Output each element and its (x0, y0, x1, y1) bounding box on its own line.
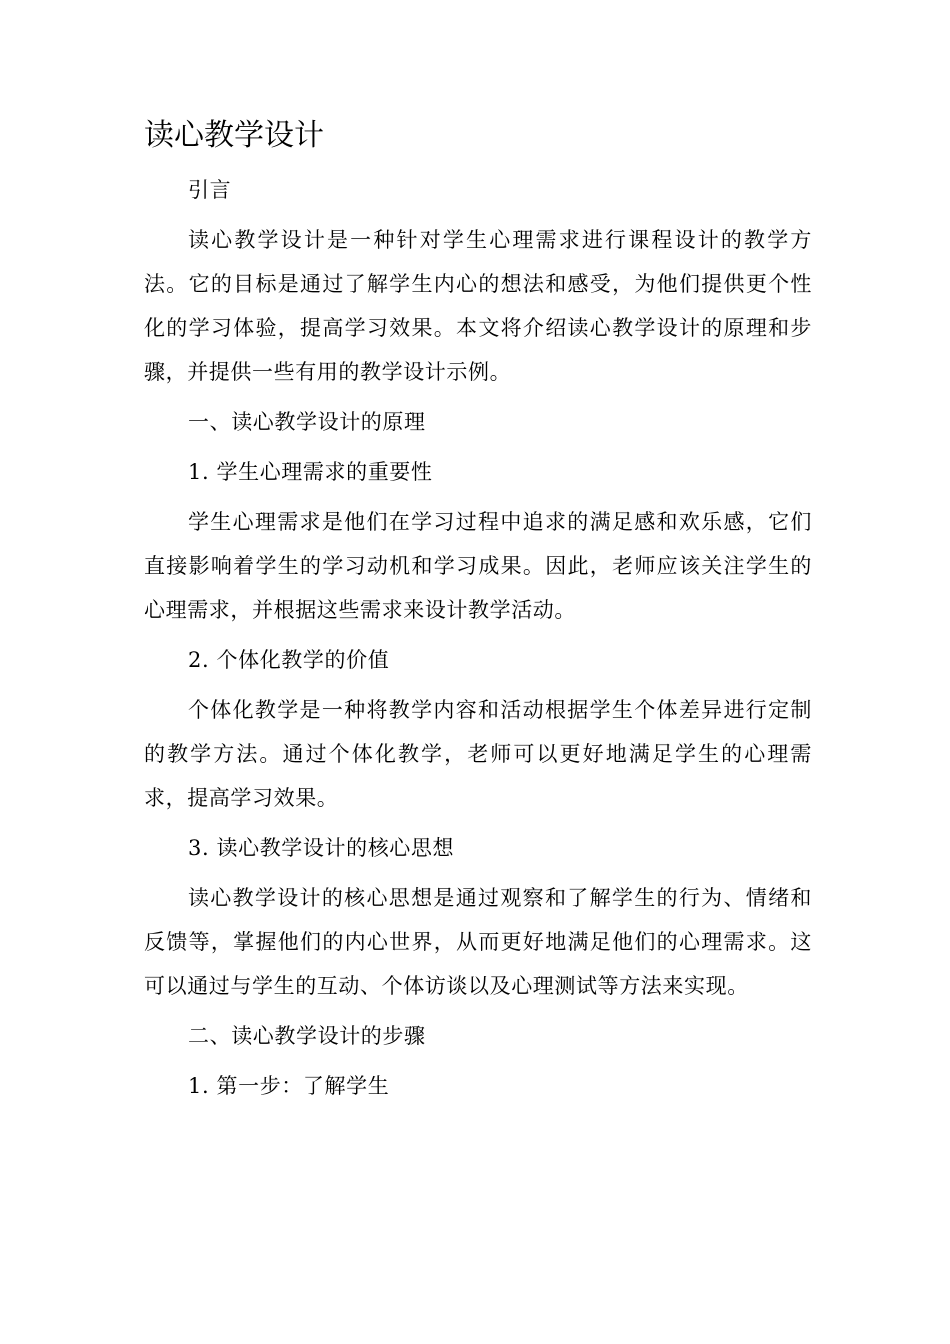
section-heading-steps: 二、读心教学设计的步骤 (188, 1024, 426, 1048)
subheading-step-one: 1. 第一步：了解学生 (188, 1074, 390, 1098)
document-body (144, 110, 812, 1114)
paragraph-individualized-teaching: 个体化教学是一种将教学内容和活动根据学生个体差异进行定制的教学方法。通过个体化教学，老师可以更好地满足学生的心理需求，提高学习效果。 (144, 698, 812, 810)
section-heading-introduction: 引言 (188, 178, 232, 202)
paragraph-core-idea: 读心教学设计的核心思想是通过观察和了解学生的行为、情绪和反馈等，掌握他们的内心世界，从而更好地满足他们的心理需求。这可以通过与学生的互动、个体访谈以及心理测试等方法来实现。 (144, 886, 812, 998)
subheading-core-idea: 3. 读心教学设计的核心思想 (188, 836, 455, 860)
subheading-individualized-teaching: 2. 个体化教学的价值 (188, 648, 390, 672)
paragraph-psychological-needs: 学生心理需求是他们在学习过程中追求的满足感和欢乐感，它们直接影响着学生的学习动机和学习成果。因此，老师应该关注学生的心理需求，并根据这些需求来设计教学活动。 (144, 510, 812, 622)
subheading-psychological-needs: 1. 学生心理需求的重要性 (188, 460, 433, 484)
section-heading-principles: 一、读心教学设计的原理 (188, 410, 426, 434)
paragraph-introduction: 读心教学设计是一种针对学生心理需求进行课程设计的教学方法。它的目标是通过了解学生内心的想法和感受，为他们提供更个性化的学习体验，提高学习效果。本文将介绍读心教学设计的原理和步骤，并提供一些有用的教学设计示例。 (144, 228, 812, 384)
document-title: 读心教学设计 (144, 118, 324, 153)
